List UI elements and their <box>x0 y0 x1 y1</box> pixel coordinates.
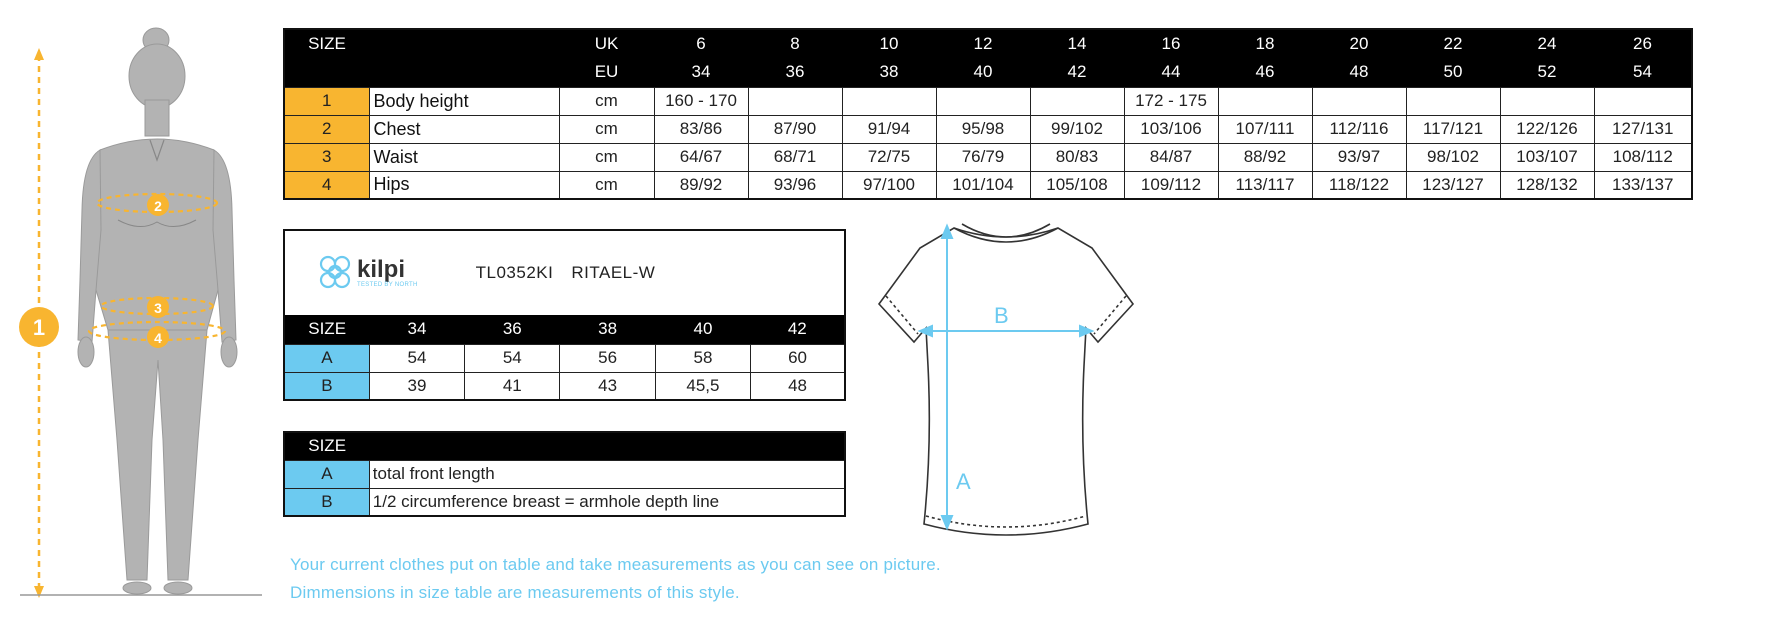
cell-value <box>1312 87 1406 115</box>
size-table-header-eu <box>284 58 1692 87</box>
cell-value <box>842 87 936 115</box>
eu-size: 38 <box>842 58 936 87</box>
legend-row <box>284 488 845 516</box>
cell-value: 68/71 <box>748 143 842 171</box>
cell-value: 91/94 <box>842 115 936 143</box>
eu-size: 42 <box>1030 58 1124 87</box>
cell-value: 123/127 <box>1406 171 1500 199</box>
cell-value: 83/86 <box>654 115 748 143</box>
cell-value: 108/112 <box>1594 143 1692 171</box>
measurement-legend-table <box>283 431 846 517</box>
garment-title <box>284 230 845 315</box>
legend-description: 1/2 circumference breast = armhole depth line <box>369 488 845 516</box>
marker-4 <box>147 326 169 348</box>
table-row <box>284 87 1692 115</box>
brand-name: kilpi <box>357 256 406 283</box>
garment-size: 38 <box>560 315 655 344</box>
uk-size: 18 <box>1218 29 1312 58</box>
row-unit: cm <box>559 115 654 143</box>
cell-value: 95/98 <box>936 115 1030 143</box>
cell-value: 127/131 <box>1594 115 1692 143</box>
cell-value: 54 <box>465 344 560 372</box>
uk-size: 14 <box>1030 29 1124 58</box>
cell-value: 113/117 <box>1218 171 1312 199</box>
note-line: Your current clothes put on table and take measurements as you can see on picture. <box>290 555 941 574</box>
row-number: 1 <box>284 87 369 115</box>
eu-size: 50 <box>1406 58 1500 87</box>
eu-size: 54 <box>1594 58 1692 87</box>
eu-size: 36 <box>748 58 842 87</box>
uk-size: 8 <box>748 29 842 58</box>
marker-1 <box>19 307 59 347</box>
marker-2 <box>147 194 169 216</box>
cell-value <box>1594 87 1692 115</box>
cell-value: 98/102 <box>1406 143 1500 171</box>
garment-size: 40 <box>655 315 750 344</box>
garment-size: 42 <box>751 315 845 344</box>
size-header: SIZE <box>284 315 369 344</box>
eu-size: 34 <box>654 58 748 87</box>
cell-value: 60 <box>751 344 845 372</box>
eu-label: EU <box>559 58 654 87</box>
eu-size: 46 <box>1218 58 1312 87</box>
cell-value: 58 <box>655 344 750 372</box>
cell-value: 89/92 <box>654 171 748 199</box>
brand-tagline: TESTED BY NORTH <box>357 282 418 288</box>
cell-value <box>1218 87 1312 115</box>
row-letter: B <box>284 372 369 400</box>
label-a: A <box>956 469 971 494</box>
legend-row <box>284 460 845 488</box>
cell-value: 84/87 <box>1124 143 1218 171</box>
cell-value: 133/137 <box>1594 171 1692 199</box>
row-letter: A <box>284 460 369 488</box>
cell-value: 122/126 <box>1500 115 1594 143</box>
cell-value: 80/83 <box>1030 143 1124 171</box>
cell-value: 99/102 <box>1030 115 1124 143</box>
cell-value: 45,5 <box>655 372 750 400</box>
cell-value: 64/67 <box>654 143 748 171</box>
uk-size: 26 <box>1594 29 1692 58</box>
cell-value: 39 <box>369 372 464 400</box>
cell-value: 56 <box>560 344 655 372</box>
uk-size: 12 <box>936 29 1030 58</box>
cell-value: 172 - 175 <box>1124 87 1218 115</box>
cell-value: 107/111 <box>1218 115 1312 143</box>
row-label: Hips <box>369 171 559 199</box>
uk-size: 24 <box>1500 29 1594 58</box>
cell-value: 93/96 <box>748 171 842 199</box>
cell-value: 105/108 <box>1030 171 1124 199</box>
cell-value: 43 <box>560 372 655 400</box>
cell-value: 72/75 <box>842 143 936 171</box>
row-label: Waist <box>369 143 559 171</box>
note-line: Dimmensions in size table are measurements of this style. <box>290 583 740 602</box>
cell-value: 97/100 <box>842 171 936 199</box>
uk-size: 10 <box>842 29 936 58</box>
cell-value <box>1030 87 1124 115</box>
eu-size: 52 <box>1500 58 1594 87</box>
tshirt-diagram-icon <box>866 216 1146 541</box>
size-table-header-uk <box>284 29 1692 58</box>
uk-size: 20 <box>1312 29 1406 58</box>
row-number: 2 <box>284 115 369 143</box>
label-b: B <box>994 303 1009 328</box>
marker-3 <box>147 296 169 318</box>
size-header: SIZE <box>284 29 369 58</box>
row-unit: cm <box>559 171 654 199</box>
cell-value: 103/106 <box>1124 115 1218 143</box>
row-letter: B <box>284 488 369 516</box>
table-row <box>284 171 1692 199</box>
female-figure-icon <box>0 0 270 629</box>
cell-value <box>748 87 842 115</box>
cell-value <box>1500 87 1594 115</box>
cell-value: 118/122 <box>1312 171 1406 199</box>
uk-size: 6 <box>654 29 748 58</box>
cell-value: 103/107 <box>1500 143 1594 171</box>
legend-description: total front length <box>369 460 845 488</box>
cell-value: 128/132 <box>1500 171 1594 199</box>
row-unit: cm <box>559 87 654 115</box>
cell-value: 112/116 <box>1312 115 1406 143</box>
cell-value <box>1406 87 1500 115</box>
cell-value: 87/90 <box>748 115 842 143</box>
eu-size: 40 <box>936 58 1030 87</box>
uk-size: 22 <box>1406 29 1500 58</box>
table-row <box>284 143 1692 171</box>
instructions-note <box>290 551 941 607</box>
table-row <box>284 344 845 372</box>
cell-value: 160 - 170 <box>654 87 748 115</box>
garment-size-table <box>283 229 846 401</box>
garment-size: 36 <box>465 315 560 344</box>
size-header: SIZE <box>284 432 369 460</box>
cell-value: 93/97 <box>1312 143 1406 171</box>
product-code: TL0352KI <box>475 263 554 282</box>
row-label: Body height <box>369 87 559 115</box>
row-label: Chest <box>369 115 559 143</box>
svg-text:3: 3 <box>154 300 162 316</box>
eu-size: 44 <box>1124 58 1218 87</box>
cell-value: 41 <box>465 372 560 400</box>
garment-size: 34 <box>369 315 464 344</box>
legend-header <box>284 432 845 460</box>
row-number: 3 <box>284 143 369 171</box>
cell-value <box>936 87 1030 115</box>
cell-value: 76/79 <box>936 143 1030 171</box>
kilpi-logo-icon <box>315 251 355 295</box>
table-row <box>284 115 1692 143</box>
svg-text:1: 1 <box>32 315 46 340</box>
cell-value: 88/92 <box>1218 143 1312 171</box>
table-row <box>284 372 845 400</box>
cell-value: 109/112 <box>1124 171 1218 199</box>
garment-header <box>284 315 845 344</box>
uk-size: 16 <box>1124 29 1218 58</box>
uk-label: UK <box>559 29 654 58</box>
cell-value: 48 <box>751 372 845 400</box>
eu-size: 48 <box>1312 58 1406 87</box>
row-number: 4 <box>284 171 369 199</box>
product-model: RITAEL-W <box>571 263 656 282</box>
row-unit: cm <box>559 143 654 171</box>
size-table <box>283 28 1693 200</box>
svg-text:2: 2 <box>154 198 162 214</box>
svg-text:4: 4 <box>154 330 162 346</box>
cell-value: 117/121 <box>1406 115 1500 143</box>
cell-value: 54 <box>369 344 464 372</box>
cell-value: 101/104 <box>936 171 1030 199</box>
row-letter: A <box>284 344 369 372</box>
